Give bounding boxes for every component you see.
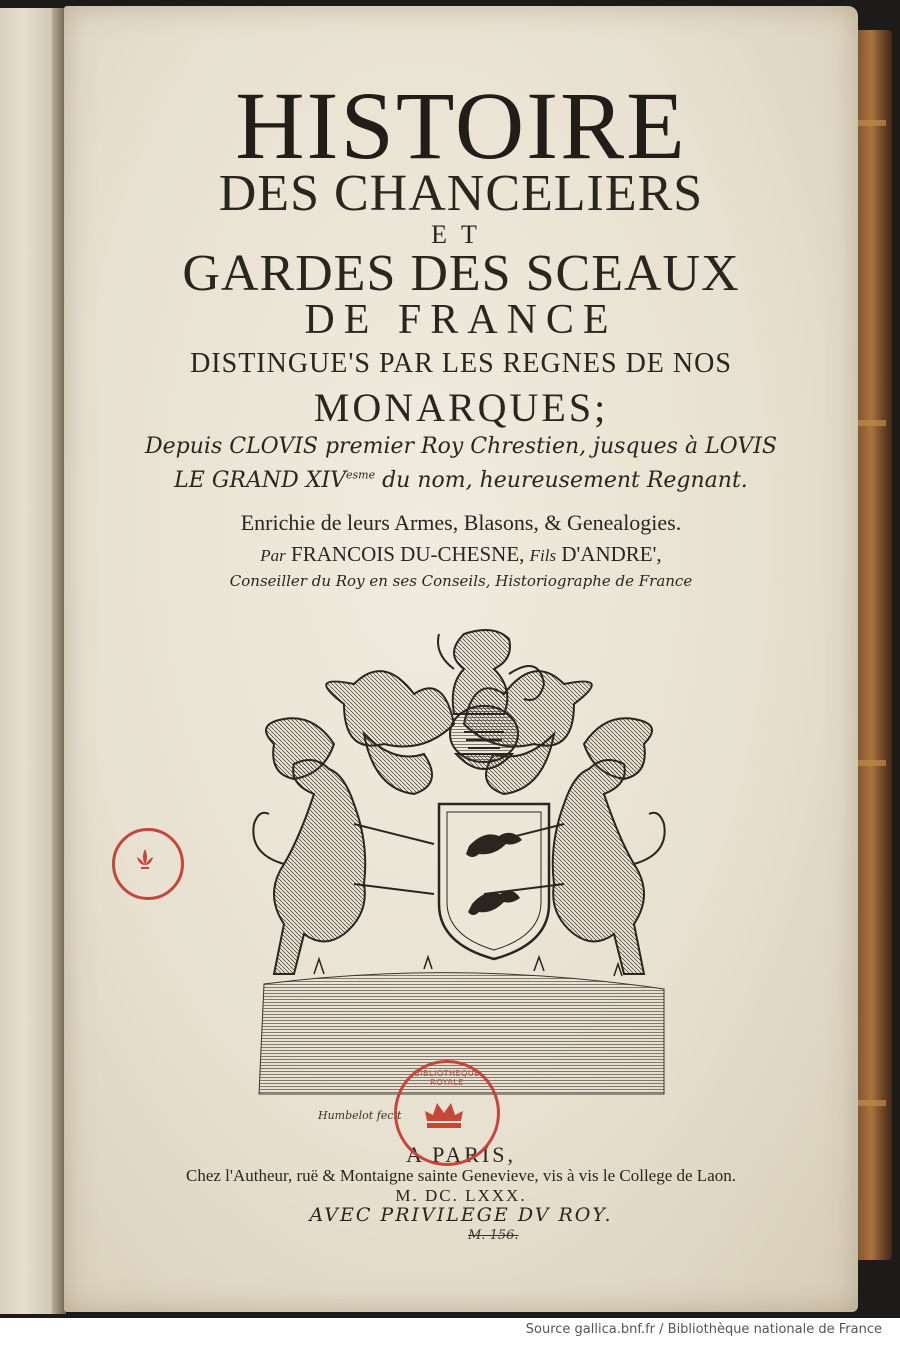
title-line-5: DE FRANCE	[304, 297, 618, 343]
author-role: Conseiller du Roy en ses Conseils, Historiographe de France	[229, 572, 693, 590]
author-name: FRANCOIS DU-CHESNE,	[291, 542, 525, 566]
title-line-6: DISTINGUE'S PAR LES REGNES DE NOS	[190, 348, 732, 379]
subtitle-depuis-1: Depuis CLOVIS premier Roy Chrestien, jusques à LOVIS	[145, 434, 777, 459]
title-line-4: GARDES DES SCEAUX	[182, 245, 740, 302]
subtitle-depuis-2-sup: esme	[345, 468, 376, 482]
imprint-publisher: Chez l'Autheur, ruë & Montaigne sainte Genevieve, vis à vis le College de Laon.	[185, 1166, 736, 1185]
library-stamp-large	[394, 1060, 500, 1166]
author-father: D'ANDRE',	[561, 542, 662, 566]
author-fils: Fils	[529, 546, 557, 565]
library-stamp-small	[112, 828, 184, 900]
title-main: HISTOIRE	[235, 72, 687, 179]
shield	[439, 804, 549, 959]
subtitle-depuis-2b: du nom, heureusement Regnant.	[375, 468, 748, 493]
title-line-7: MONARQUES;	[313, 385, 609, 430]
subtitle-enrichie: Enrichie de leurs Armes, Blasons, & Genealogies.	[240, 510, 682, 535]
title-line-2: DES CHANCELIERS	[218, 165, 704, 222]
stamp-text: BIBLIOTHEQUE ROYALE	[414, 1069, 480, 1087]
engraver-signature: Humbelot fecit	[318, 1109, 402, 1122]
title-line-3: ET	[431, 220, 491, 249]
author-line	[64, 542, 858, 567]
coat-of-arms-engraving	[194, 614, 724, 1134]
fleur-de-lis-icon	[115, 831, 175, 891]
author-par: Par	[260, 546, 286, 565]
imprint-privilege: AVEC PRIVILEGE DV ROY.	[309, 1204, 613, 1226]
imprint-date: M. DC. LXXX.	[395, 1186, 527, 1205]
imprint-city: A PARIS,	[405, 1142, 516, 1167]
source-footer: Source gallica.bnf.fr / Bibliothèque nationale de France	[525, 1322, 882, 1337]
subtitle-depuis-2	[64, 468, 858, 493]
crown-icon	[397, 1063, 491, 1157]
subtitle-depuis-2a: LE GRAND XIV	[174, 468, 346, 493]
shelfmark: M. 156.	[468, 1228, 519, 1243]
